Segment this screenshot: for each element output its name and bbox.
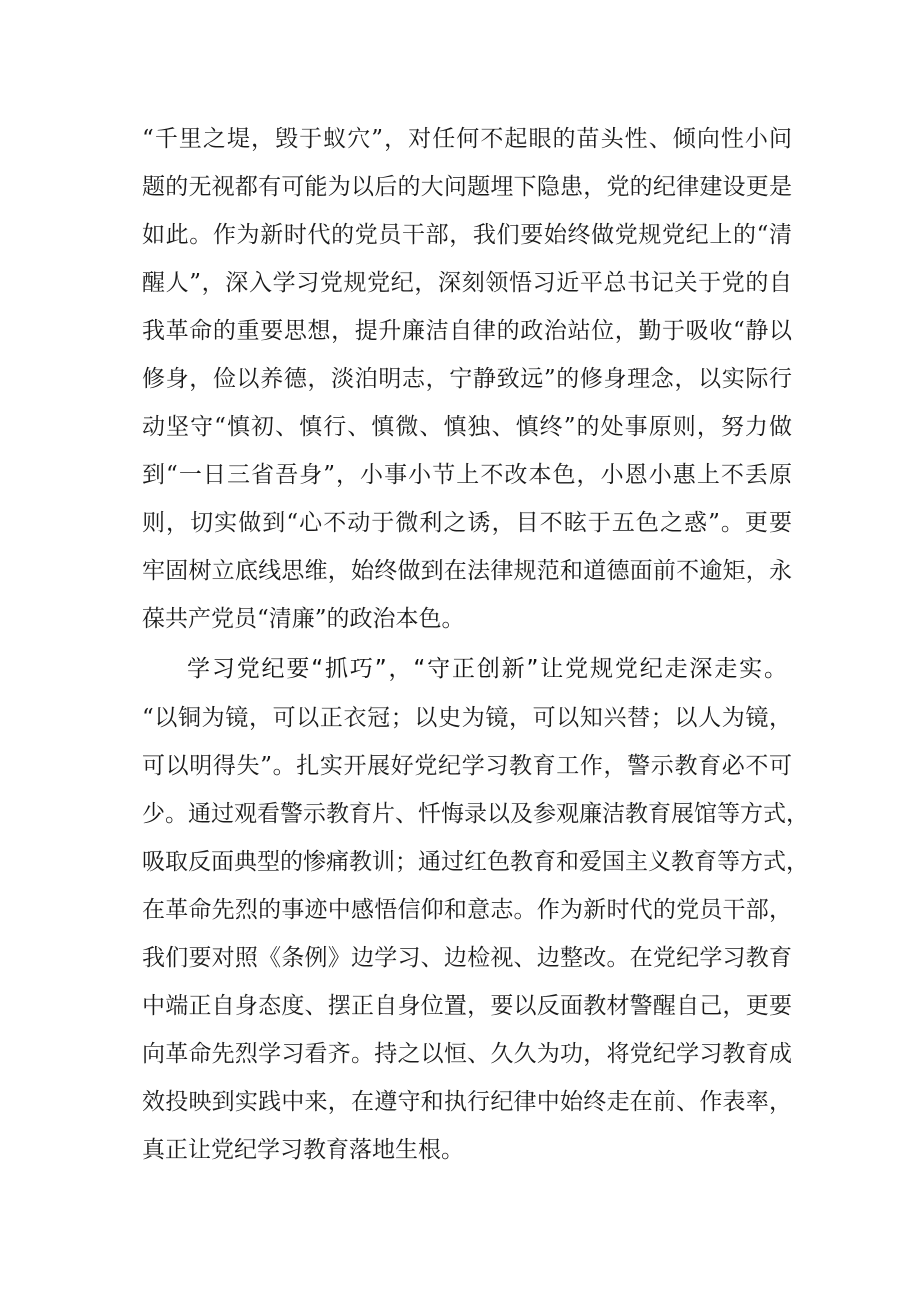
paragraph-1-line: 牢固树立底线思维，始终做到在法律规范和道德面前不逾矩，永 [142, 558, 792, 584]
paragraph-1-line: 如此。作为新时代的党员干部，我们要始终做党规党纪上的“清 [142, 222, 792, 248]
paragraph-1-line: 我革命的重要思想，提升廉洁自律的政治站位，勤于吸收“静以 [142, 318, 792, 344]
paragraph-2-line: 我们要对照《条例》边学习、边检视、边整改。在党纪学习教育 [142, 945, 792, 971]
paragraph-2-line: 向革命先烈学习看齐。持之以恒、久久为功，将党纪学习教育成 [142, 1041, 792, 1067]
paragraph-2-line: 吸取反面典型的惨痛教训；通过红色教育和爱国主义教育等方式， [142, 849, 809, 875]
paragraph-1-line: 题的无视都有可能为以后的大问题埋下隐患，党的纪律建设更是 [142, 174, 792, 200]
paragraph-1-line: 醒人”，深入学习党规党纪，深刻领悟习近平总书记关于党的自 [142, 270, 792, 296]
paragraph-2-line: 效投映到实践中来，在遵守和执行纪律中始终走在前、作表率， [142, 1089, 792, 1115]
paragraph-1-line: “千里之堤，毁于蚁穴”，对任何不起眼的苗头性、倾向性小问 [142, 126, 792, 152]
paragraph-2-line: 真正让党纪学习教育落地生根。 [142, 1137, 464, 1163]
paragraph-1-line: 到“一日三省吾身”，小事小节上不改本色，小恩小惠上不丢原 [142, 462, 792, 488]
paragraph-2-line: “以铜为镜，可以正衣冠；以史为镜，可以知兴替；以人为镜， [142, 705, 792, 731]
section-heading: 学习党纪要“抓巧”，“守正创新”让党规党纪走深走实。 [187, 656, 787, 682]
paragraph-2-line: 在革命先烈的事迹中感悟信仰和意志。作为新时代的党员干部， [142, 897, 792, 923]
paragraph-1-line: 则，切实做到“心不动于微利之诱，目不眩于五色之惑”。更要 [142, 510, 792, 536]
paragraph-2-line: 中端正自身态度、摆正自身位置，要以反面教材警醒自己，更要 [142, 993, 792, 1019]
paragraph-1-line: 修身，俭以养德，淡泊明志，宁静致远”的修身理念，以实际行 [142, 366, 792, 392]
paragraph-2-line: 少。通过观看警示教育片、忏悔录以及参观廉洁教育展馆等方式， [142, 801, 809, 827]
paragraph-1-line: 动坚守“慎初、慎行、慎微、慎独、慎终”的处事原则，努力做 [142, 414, 792, 440]
paragraph-1-line: 葆共产党员“清廉”的政治本色。 [142, 606, 465, 632]
paragraph-2-line: 可以明得失”。扎实开展好党纪学习教育工作，警示教育必不可 [142, 753, 792, 779]
